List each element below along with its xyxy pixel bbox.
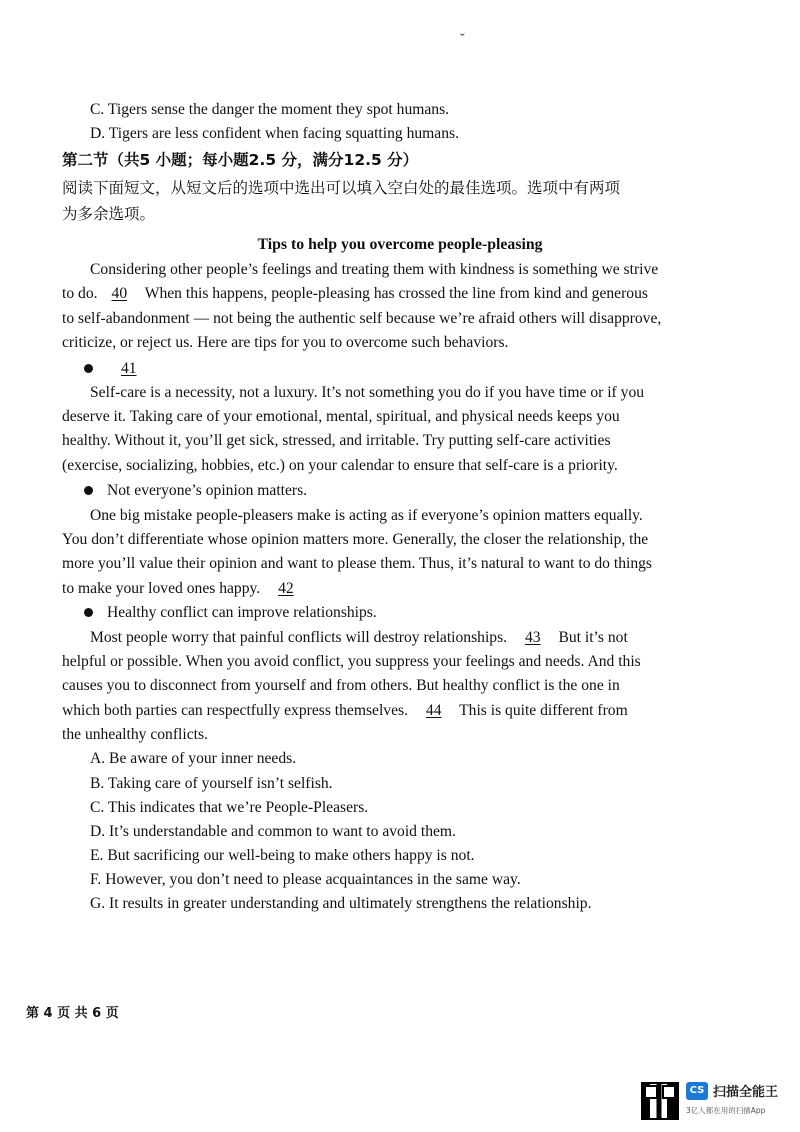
bullet-icon [84, 608, 93, 617]
paragraph-2-line-4: (exercise, socializing, hobbies, etc.) on your calendar to ensure that self-care is a priority. [62, 457, 618, 474]
paragraph-4-line-2: helpful or possible. When you avoid conflict, you suppress your feelings and needs. And this [62, 653, 641, 670]
blank-41: 41 [121, 360, 137, 377]
option-a: A. Be aware of your inner needs. [90, 750, 297, 767]
blank-40: 40 [111, 285, 128, 302]
paragraph-2-line-1: Self-care is a necessity, not a luxury. It’s not something you do if you have time or if you [90, 384, 645, 401]
bullet-text: Not everyone’s opinion matters. [107, 482, 308, 499]
paragraph-3-line-2: You don’t differentiate whose opinion matters more. Generally, the closer the relationship, the [62, 531, 649, 548]
bullet-item-opinion [84, 479, 730, 503]
paragraph-3-line-4 [62, 577, 730, 601]
paragraph-4-line-5: the unhealthy conflicts. [62, 726, 208, 743]
scanner-tagline: 3亿人都在用的扫描App [686, 1106, 766, 1115]
paragraph-4-line-3: causes you to disconnect from yourself and from others. But healthy conflict is the one in [62, 677, 620, 694]
paragraph-1-line-4: criticize, or reject us. Here are tips for you to overcome such behaviors. [62, 334, 509, 351]
option-g: G. It results in greater understanding and ultimately strengthens the relationship. [90, 895, 592, 912]
text-segment: which both parties can respectfully express themselves. [62, 702, 408, 719]
option-d: D. It’s understandable and common to want to avoid them. [90, 823, 456, 840]
bullet-item-conflict [84, 601, 730, 625]
text-segment: to make your loved ones happy. [62, 580, 261, 597]
paragraph-1-line-3: to self-abandonment — not being the authentic self because we’re afraid others will disapprove, [62, 310, 662, 327]
blank-44: 44 [425, 702, 442, 719]
paragraph-2-line-3: healthy. Without it, you’ll get sick, stressed, and irritable. Try putting self-care activities [62, 432, 611, 449]
section-instruction-2: 为多余选项。 [62, 205, 156, 223]
paragraph-3-line-3: more you’ll value their opinion and want to please them. Thus, it’s natural to want to do things [62, 555, 653, 572]
option-f: F. However, you don’t need to please acquaintances in the same way. [90, 871, 521, 888]
text-segment: Most people worry that painful conflicts will destroy relationships. [90, 629, 508, 646]
page-footer: 第 4 页 共 6 页 [26, 1006, 119, 1021]
paragraph-1-line-2 [62, 282, 730, 306]
text-segment: When this happens, people-pleasing has crossed the line from kind and generous [141, 285, 648, 302]
prev-option-c: C. Tigers sense the danger the moment they spot humans. [90, 101, 450, 118]
blank-42: 42 [278, 580, 294, 597]
scanner-logo: CS [686, 1082, 708, 1100]
option-c: C. This indicates that we’re People-Pleasers. [90, 799, 369, 816]
text-segment: This is quite different from [455, 702, 628, 719]
text-segment: to do. [62, 285, 98, 302]
scan-mark: ˇ [460, 32, 465, 47]
bullet-text: Healthy conflict can improve relationships. [107, 604, 377, 621]
paragraph-2-line-2: deserve it. Taking care of your emotional, mental, spiritual, and physical needs keeps you [62, 408, 620, 425]
prev-option-d: D. Tigers are less confident when facing squatting humans. [90, 125, 459, 142]
bullet-icon [84, 364, 93, 373]
option-e: E. But sacrificing our well-being to make others happy is not. [90, 847, 475, 864]
section-heading: 第二节（共5 小题；每小题2.5 分，满分12.5 分） [62, 151, 419, 169]
bullet-item-41 [84, 357, 730, 381]
paragraph-4-line-1 [90, 626, 730, 650]
passage-title: Tips to help you overcome people-pleasing [257, 236, 543, 253]
text-segment: But it’s not [554, 629, 628, 646]
blank-43: 43 [524, 629, 541, 646]
paragraph-4-line-4 [62, 699, 730, 723]
bullet-icon [84, 486, 93, 495]
paragraph-3-line-1: One big mistake people-pleasers make is acting as if everyone’s opinion matters equally. [90, 507, 643, 524]
scanner-app-name: 扫描全能王 [713, 1085, 779, 1100]
qr-code-icon [641, 1082, 679, 1120]
paragraph-1-line-1: Considering other people’s feelings and treating them with kindness is something we strive [90, 261, 659, 278]
option-b: B. Taking care of yourself isn’t selfish. [90, 775, 333, 792]
section-instruction-1: 阅读下面短文，从短文后的选项中选出可以填入空白处的最佳选项。选项中有两项 [62, 179, 621, 197]
